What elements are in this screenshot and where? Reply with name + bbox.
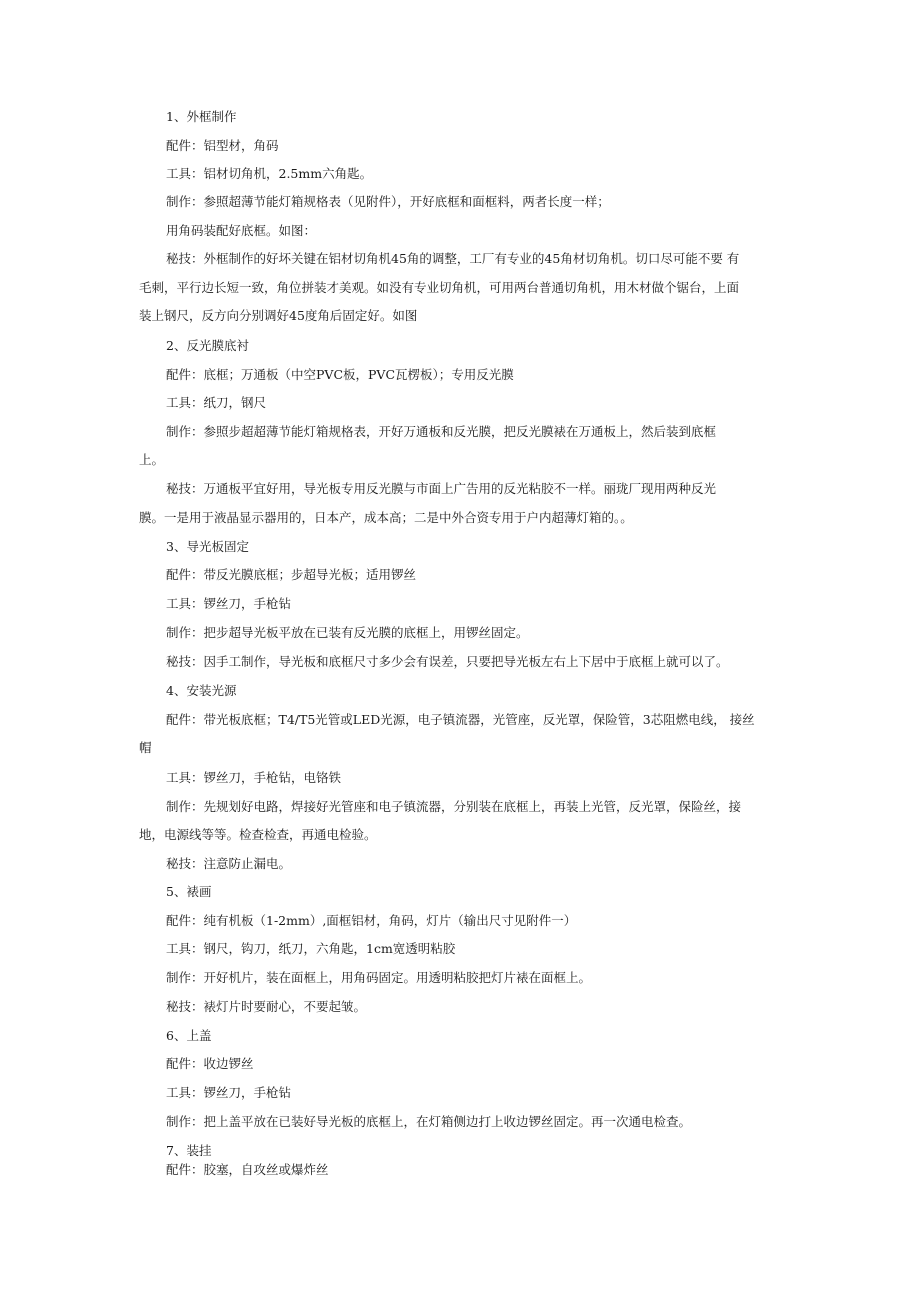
heading-section-6: 6、上盖 (166, 1028, 212, 1043)
text-line: 制作：开好机片，装在面框上，用角码固定。用透明粘胶把灯片裱在面框上。 (166, 970, 592, 985)
heading-section-7: 7、装挂 (166, 1143, 212, 1158)
text-line: 用角码装配好底框。如图： (166, 223, 317, 238)
text-line: 配件：铝型材，角码 (166, 138, 279, 153)
text-line: 秘技：裱灯片时要耐心，不要起皱。 (166, 999, 367, 1014)
text-line: 秘技：外框制作的好坏关键在铝材切角机45角的调整，工厂有专业的45角材切角机。切口尽可能不要 有 (166, 251, 740, 266)
text-line: 上。 (139, 452, 165, 467)
heading-section-5: 5、裱画 (166, 884, 212, 899)
text-line: 工具：钢尺，钩刀，纸刀，六角匙，1cm宽透明粘胶 (166, 941, 456, 956)
text-line: 秘技：因手工制作，导光板和底框尺寸多少会有误差，只要把导光板左右上下居中于底框上就可以了。 (166, 654, 729, 669)
text-line: 工具：锣丝刀，手枪钻 (166, 596, 292, 611)
text-line: 秘技：注意防止漏电。 (166, 856, 292, 871)
heading-section-3: 3、导光板固定 (166, 539, 249, 554)
text-line: 地，电源线等等。检查检查，再通电检验。 (139, 827, 377, 842)
text-line: 配件：底框；万通板（中空PVC板，PVC瓦楞板）；专用反光膜 (166, 367, 514, 382)
text-line: 配件：收边锣丝 (166, 1056, 254, 1071)
heading-section-1: 1、外框制作 (166, 109, 237, 124)
text-line: 秘技：万通板平宜好用，导光板专用反光膜与市面上广告用的反光粘胶不一样。丽珑厂现用两种反光 (166, 481, 717, 496)
text-line: 制作：把上盖平放在已装好导光板的底框上，在灯箱侧边打上收边锣丝固定。再一次通电检查。 (166, 1114, 692, 1129)
text-line: 配件：胶塞，自攻丝或爆炸丝 (166, 1162, 329, 1177)
text-line: 配件：带反光膜底框；步超导光板；适用锣丝 (166, 567, 417, 582)
text-line: 毛刺，平行边长短一致，角位拼装才美观。如没有专业切角机，可用两台普通切角机，用木材做个锯台，上面 (139, 280, 740, 295)
text-line: 装上钢尺，反方向分别调好45度角后固定好。如图 (139, 308, 418, 323)
text-line: 帽 (139, 740, 152, 755)
text-line: 工具：锣丝刀，手枪钻 (166, 1085, 292, 1100)
text-line: 工具：铝材切角机，2.5mm六角匙。 (166, 166, 373, 181)
heading-section-2: 2、反光膜底衬 (166, 338, 249, 353)
text-line: 制作：把步超导光板平放在已装有反光膜的底框上，用锣丝固定。 (166, 625, 529, 640)
text-line: 工具：锣丝刀，手枪钻，电铬铁 (166, 770, 342, 785)
text-line: 膜。一是用于液晶显示器用的，日本产，成本高；二是中外合资专用于户内超薄灯箱的。。 (139, 510, 633, 525)
text-line: 配件：纯有机板（1-2mm）,面框铝材，角码，灯片（输出尺寸见附件一） (166, 913, 577, 928)
text-line: 制作：参照步超超薄节能灯箱规格表，开好万通板和反光膜，把反光膜裱在万通板上，然后装到底框 (166, 424, 717, 439)
text-line: 制作：参照超薄节能灯箱规格表（见附件），开好底框和面框料，两者长度一样； (166, 194, 610, 209)
text-line: 制作：先规划好电路，焊接好光管座和电子镇流器，分别装在底框上，再装上光管，反光罩，保险丝，接 (166, 799, 742, 814)
heading-section-4: 4、安装光源 (166, 683, 237, 698)
text-line: 配件：带光板底框；T4/T5光管或LED光源，电子镇流器，光管座，反光罩，保险管，3芯阻燃电线， 接丝 (166, 712, 755, 727)
text-line: 工具：纸刀，钢尺 (166, 395, 267, 410)
